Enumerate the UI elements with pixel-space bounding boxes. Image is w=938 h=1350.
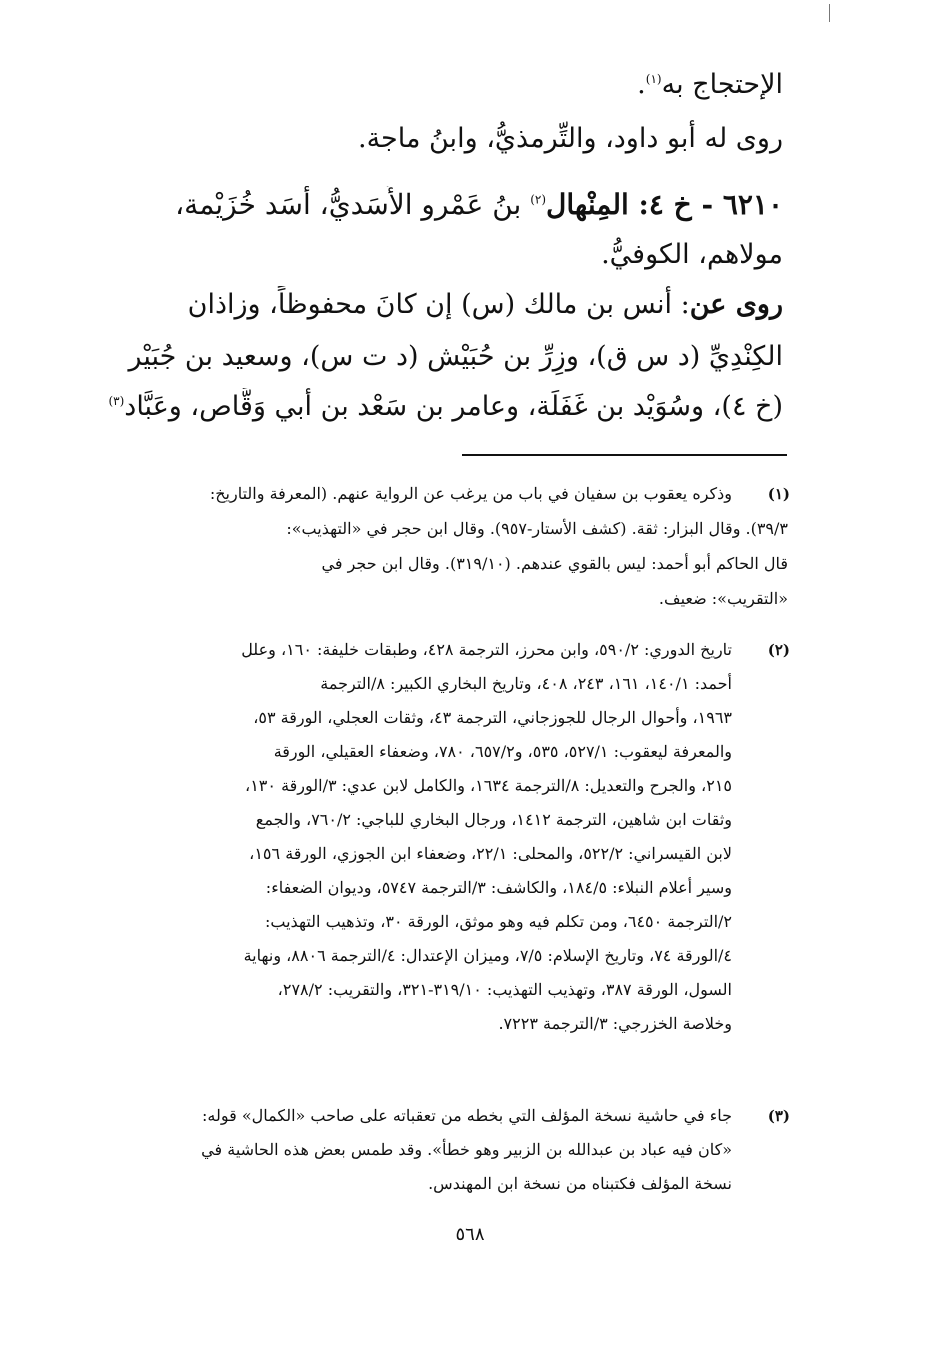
footnote-2-line: وخلاصة الخزرجي: ٣/الترجمة ٧٢٢٣. (498, 1014, 732, 1033)
footnote-3-line: نسخة المؤلف فكتبناه من نسخة ابن المهندس. (428, 1174, 732, 1193)
main-line-1: الإحتجاج به$^{(١)}$. (637, 69, 783, 100)
footnote-2-line: ٢/الترجمة ٦٤٥٠، ومن تكلم فيه وهو موثق، الورقة ٣٠، وتذهيب التهذيب: (265, 912, 732, 931)
footnote-1-line: «التقريب»: ضعيف. (658, 589, 788, 608)
main-line-7: (خ ٤)، وسُوَيْد بن غَفَلَة، وعامر بن سَعْد بن أبي وَقَّاص، وعَبَّاد$^{(٣)}$ (108, 391, 783, 422)
footnote-ref-1[interactable]: (١) (645, 72, 662, 86)
footnote-number-1: (١) (767, 485, 790, 503)
footnote-2-line: تاريخ الدوري: ٥٩٠/٢، وابن محرز، الترجمة ٤٢٨، وطبقات خليفة: ١٦٠، وعلل (241, 640, 732, 659)
footnote-1-line: وذكره يعقوب بن سفيان في باب من يرغب عن الرواية عنهم. (المعرفة والتاريخ: (209, 484, 732, 503)
footnote-1-line: ٣٩/٣). وقال البزار: ثقة. (كشف الأستار-٩٥٧). وقال ابن حجر في «التهذيب»: (286, 519, 788, 538)
footnote-2-line: وثقات ابن شاهين، الترجمة ١٤١٢، ورجال البخاري للباجي: ٧٦٠/٢، والجمع (255, 810, 732, 829)
footnote-1-line: قال الحاكم أبو أحمد: ليس بالقوي عندهم. (٣١٩/١٠). وقال ابن حجر في (321, 554, 788, 573)
footnote-ref-2[interactable]: (٢) (530, 192, 547, 207)
footnote-3-line: «كان فيه عباد بن عبدالله بن الزبير وهو خطأ». وقد طمس بعض هذه الحاشية في (201, 1140, 732, 1159)
entry-heading: ٦٢١٠ - خ ٤: المِنْهال$^{(٢)}$ بنُ عَمْرو الأَسَديُّ، أَسَد خُزَيْمة، (175, 188, 783, 221)
main-line-2: روى له أبو داود، والتِّرمذيُّ، وابنُ ماجة. (357, 123, 783, 154)
rawa-label: روى عن (689, 289, 783, 320)
page-number: ٥٦٨ (455, 1224, 485, 1245)
entry-number: ٦٢١٠ - خ ٤: المِنْهال (546, 188, 783, 221)
scan-mark (829, 4, 830, 22)
footnote-2-line: ٤/الورقة ٧٤، وتاريخ الإسلام: ٧/٥، وميزان الإعتدال: ٤/الترجمة ٨٨٠٦، ونهاية (243, 946, 732, 965)
footnote-2-line: وسير أعلام النبلاء: ١٨٤/٥، والكاشف: ٣/الترجمة ٥٧٤٧، وديوان الضعفاء: (265, 878, 732, 897)
footnote-2-line: ٢١٥، والجرح والتعديل: ٨/الترجمة ١٦٣٤، والكامل لابن عدي: ٣/الورقة ١٣٠، (245, 776, 732, 795)
footnote-2-line: أحمد: ١٤٠/١، ١٦١، ٢٤٣، ٤٠٨، وتاريخ البخاري الكبير: ٨/الترجمة (320, 674, 732, 693)
main-line-4: مولاهم، الكوفيُّ. (601, 239, 783, 270)
footnote-number-2: (٢) (767, 641, 790, 659)
footnote-number-3: (٣) (767, 1107, 790, 1125)
footnote-2-line: والمعرفة ليعقوب: ٥٢٧/١، ٥٣٥، و٦٥٧/٢، ٧٨٠، وضعفاء العقيلي، الورقة (273, 742, 732, 761)
main-line-6: الكِنْدِيِّ (د س ق)، وزِرِّ بن حُبَيْش (د ت س)، وسعيد بن جُبَيْر (128, 341, 783, 372)
footnote-3-line: جاء في حاشية نسخة المؤلف التي بخطه من تعقباته على صاحب «الكمال» قوله: (202, 1106, 732, 1125)
footnote-2-line: ١٩٦٣، وأحوال الرجال للجوزجاني، الترجمة ٤٣، وثقات العجلي، الورقة ٥٣، (253, 708, 732, 727)
footnote-2-line: لابن القيسراني: ٥٢٢/٢، والمحلى: ٢٢/١، وضعفاء ابن الجوزي، الورقة ١٥٦، (249, 844, 732, 863)
main-line-5: روى عن: أنس بن مالك (س) إن كانَ محفوظاً، وزاذان (187, 289, 783, 320)
footnote-ref-3[interactable]: (٣) (108, 394, 125, 408)
footnote-2-line: السول، الورقة ٣٨٧، وتهذيب التهذيب: ٣١٩/١٠-٣٢١، والتقريب: ٢٧٨/٢، (277, 980, 732, 999)
footnote-separator (462, 454, 787, 456)
